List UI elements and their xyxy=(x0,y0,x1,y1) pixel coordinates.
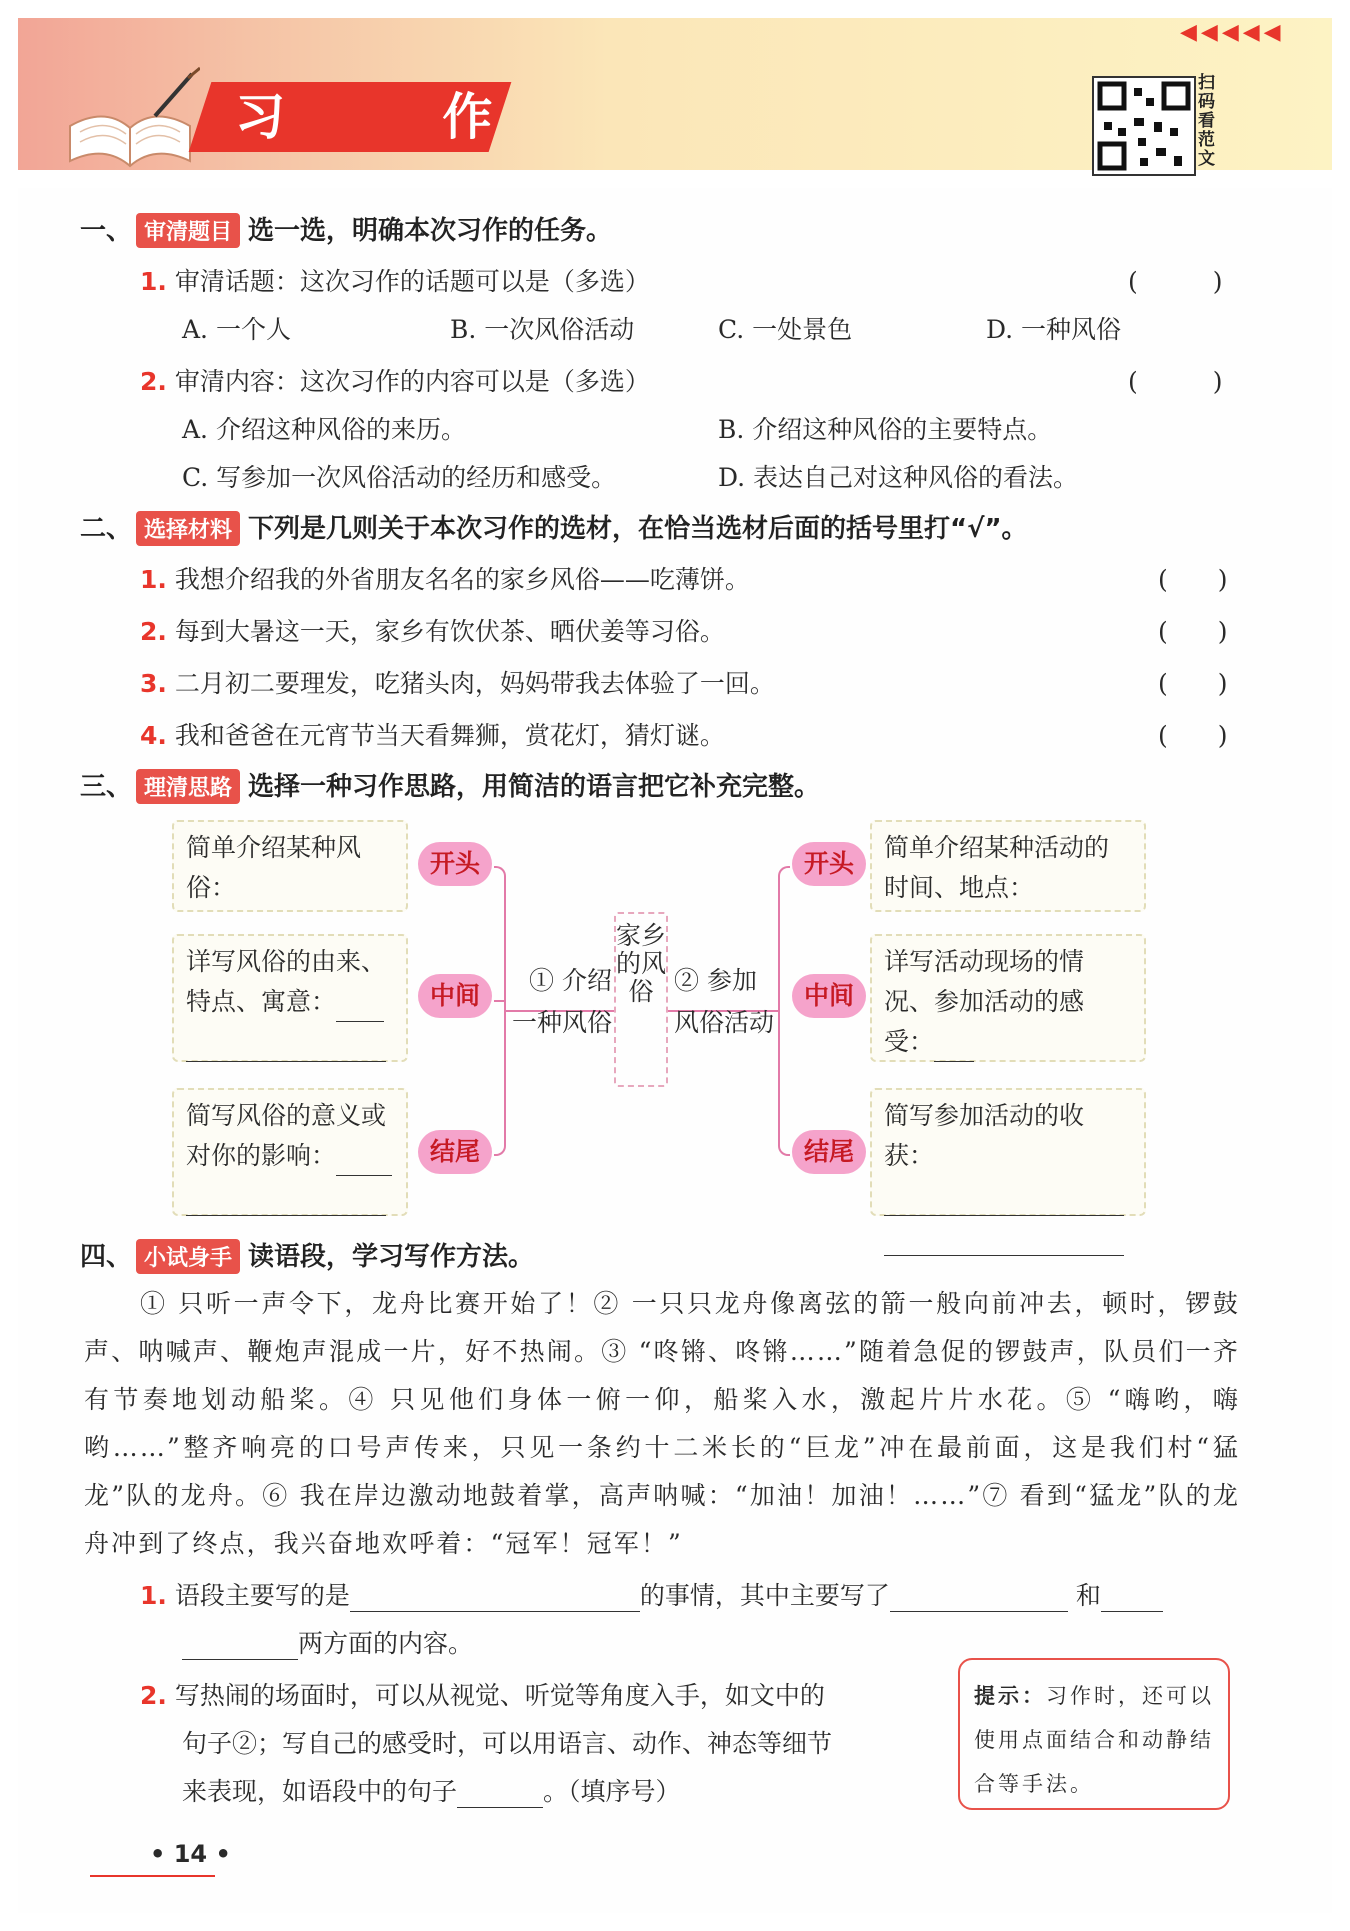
center-topic: 家乡的风俗 xyxy=(614,912,668,1087)
pill-end: 结尾 xyxy=(792,1130,866,1174)
page-title: 习 作 xyxy=(235,88,563,146)
pill-start: 开头 xyxy=(418,842,492,886)
decor-arrows: ◀◀◀◀◀ xyxy=(1180,20,1285,45)
fill-blank[interactable] xyxy=(350,1587,640,1612)
fill-blank[interactable] xyxy=(934,1037,974,1062)
section-1-heading: 一、 审清题目 选一选，明确本次习作的任务。 xyxy=(80,210,612,248)
list-item: 1. 我想介绍我的外省朋友名名的家乡风俗——吃薄饼。 xyxy=(140,565,750,594)
option: D. 表达自己对这种风俗的看法。 xyxy=(718,463,1079,492)
answer-paren[interactable]: ( ) xyxy=(1128,367,1223,396)
reading-paragraph: ① 只听一声令下，龙舟比赛开始了！② 一只只龙舟像离弦的箭一般向前冲去，顿时，锣鼓声、呐喊声、鞭炮声混成一片，好不热闹。③ “咚锵、咚锵……”随着急促的锣鼓声，队员们一齐有节奏地划动船桨。④ 只见他们身体一俯一仰，船桨入水，激起片片水花。⑤ “嗨哟，嗨哟……”整齐响亮的口号声传来，只见一条约十二米长的“巨龙”冲在最前面，这是我们村“猛龙”队的龙舟。⑥ 我在岸边激动地鼓着掌，高声呐喊：“加油！加油！……”⑦ 看到“猛龙”队的龙舟冲到了终点，我兴奋地欢呼着：“冠军！冠军！” xyxy=(84,1289,1240,1558)
outline-box: 详写活动现场的情况、参加活动的感受： xyxy=(870,934,1146,1062)
outline-box: 简写风俗的意义或对你的影响： xyxy=(172,1088,408,1216)
list-item: 2. 每到大暑这一天，家乡有饮伏茶、晒伏姜等习俗。 xyxy=(140,617,725,646)
answer-paren[interactable]: ( ) xyxy=(1158,721,1228,750)
pill-middle: 中间 xyxy=(792,974,866,1018)
list-item: 4. 我和爸爸在元宵节当天看舞狮，赏花灯，猜灯谜。 xyxy=(140,721,725,750)
pill-middle: 中间 xyxy=(418,974,492,1018)
answer-paren[interactable]: ( ) xyxy=(1158,617,1228,646)
option: C. 写参加一次风俗活动的经历和感受。 xyxy=(182,463,617,492)
outline-box: 详写风俗的由来、特点、寓意： xyxy=(172,934,408,1062)
option: A. 一个人 xyxy=(182,315,291,344)
fill-blank[interactable] xyxy=(890,1587,1068,1612)
list-item: 3. 二月初二要理发，吃猪头肉，妈妈带我去体验了一回。 xyxy=(140,669,775,698)
pill-end: 结尾 xyxy=(418,1130,492,1174)
book-icon xyxy=(60,66,200,176)
fill-blank[interactable] xyxy=(336,997,384,1022)
tip-box: 提示：习作时，还可以使用点面结合和动静结合等手法。 xyxy=(958,1658,1230,1810)
outline-box: 简写参加活动的收获： xyxy=(870,1088,1146,1216)
outline-box: 简单介绍某种活动的时间、地点： xyxy=(870,820,1146,912)
outline-box: 简单介绍某种风俗： xyxy=(172,820,408,912)
qr-label: 扫码看范文 xyxy=(1198,73,1215,169)
question: 2. 写热闹的场面时，可以从视觉、听觉等角度入手，如文中的 xyxy=(140,1681,825,1710)
fill-blank[interactable] xyxy=(884,1231,1124,1256)
right-branch-label: ② 参加 风俗活动 xyxy=(674,966,775,1037)
left-branch-label: ① 介绍 一种风俗 xyxy=(511,966,612,1037)
answer-paren[interactable]: ( ) xyxy=(1158,565,1228,594)
connector xyxy=(494,1000,504,1002)
option: B. 介绍这种风俗的主要特点。 xyxy=(718,415,1053,444)
question-cont: 两方面的内容。 xyxy=(182,1624,473,1660)
fill-blank[interactable] xyxy=(336,1151,392,1176)
question: 2. 审清内容：这次习作的内容可以是（多选） xyxy=(140,367,650,396)
section-tag: 理清思路 xyxy=(136,769,240,804)
option: D. 一种风俗 xyxy=(986,315,1122,344)
option: C. 一处景色 xyxy=(718,315,853,344)
question-cont: 句子②；写自己的感受时，可以用语言、动作、神态等细节 xyxy=(182,1729,833,1758)
fill-blank[interactable] xyxy=(884,1191,1124,1216)
section-tag: 选择材料 xyxy=(136,511,240,546)
page-number: • 14 • xyxy=(150,1840,231,1868)
section-2-heading: 二、 选择材料 下列是几则关于本次习作的选材，在恰当选材后面的括号里打“√”。 xyxy=(80,508,1028,546)
answer-paren[interactable]: ( ) xyxy=(1128,267,1223,296)
fill-blank[interactable] xyxy=(457,1783,543,1808)
fill-blank[interactable] xyxy=(186,1037,386,1062)
option: B. 一次风俗活动 xyxy=(450,315,635,344)
option: A. 介绍这种风俗的来历。 xyxy=(182,415,466,444)
page-number-line xyxy=(90,1875,215,1877)
qr-code-icon[interactable] xyxy=(1092,76,1196,176)
section-4-heading: 四、 小试身手 读语段，学习写作方法。 xyxy=(80,1236,534,1274)
section-tag: 审清题目 xyxy=(136,213,240,248)
pill-start: 开头 xyxy=(792,842,866,886)
fill-blank[interactable] xyxy=(182,1635,298,1660)
question: 1. 语段主要写的是 的事情，其中主要写了 和 xyxy=(140,1576,1163,1612)
question: 1. 审清话题：这次习作的话题可以是（多选） xyxy=(140,267,650,296)
fill-blank[interactable] xyxy=(1101,1587,1163,1612)
question-cont: 来表现，如语段中的句子 。（填序号） xyxy=(182,1777,681,1806)
section-tag: 小试身手 xyxy=(136,1239,240,1274)
section-3-heading: 三、 理清思路 选择一种习作思路，用简洁的语言把它补充完整。 xyxy=(80,766,820,804)
fill-blank[interactable] xyxy=(186,1191,386,1216)
answer-paren[interactable]: ( ) xyxy=(1158,669,1228,698)
